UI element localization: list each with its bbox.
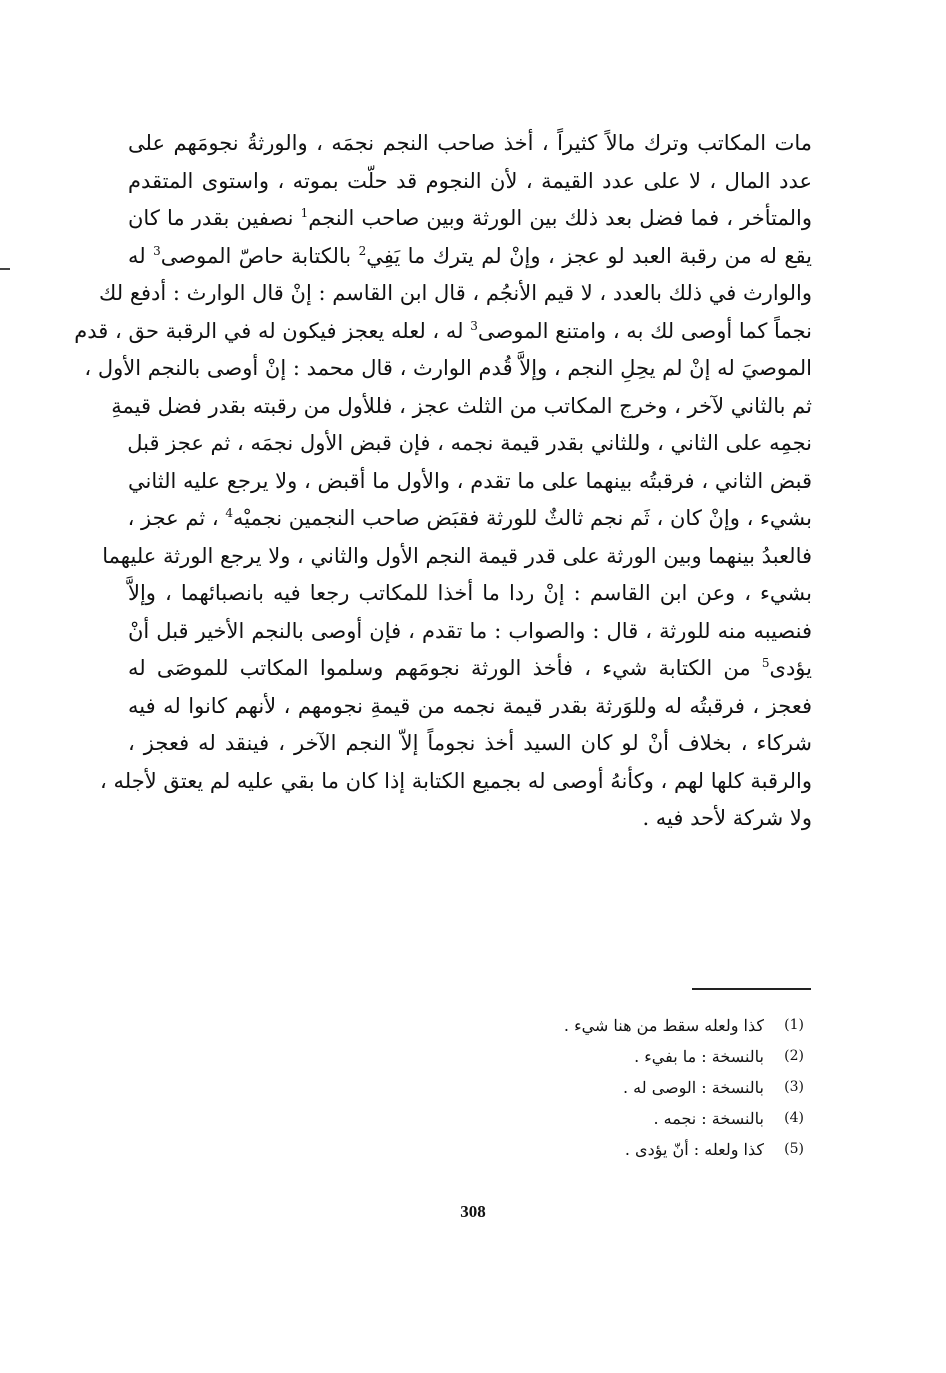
footnote-5 bbox=[400, 1134, 804, 1165]
footnote-text: كذا ولعله سقط من هنا شيء . bbox=[563, 1016, 764, 1035]
footnote-number: (4) bbox=[784, 1110, 804, 1126]
footnote-divider bbox=[692, 988, 811, 990]
text-line-6-head: نجماً كما أوصى لك به ، وامتنع الموصى bbox=[477, 318, 812, 343]
text-line-8: ثم بالثاني لآخر ، وخرج المكاتب من الثلث عجز ، فللأول من رقبته بقدر فضل قيمةِ bbox=[111, 393, 812, 418]
text-line-6 bbox=[74, 313, 812, 351]
main-text bbox=[74, 125, 812, 838]
text-line-4-head: يقع له من رقبة العبد لو عجز ، وإنْ لم يترك ما يَفِي bbox=[366, 243, 812, 268]
text-line-18: والرقبة كلها لهم ، وكأنهُ أوصى له بجميع الكتابة إذا كان ما بقي عليه لم يعتق لأجله ، bbox=[100, 768, 812, 793]
text-line-11-tail: ، ثم عجز ، bbox=[127, 506, 226, 530]
page-number: 308 bbox=[460, 1202, 486, 1221]
footnote-ref-4: 4 bbox=[225, 506, 233, 520]
footnote-ref-1: 1 bbox=[300, 206, 309, 220]
text-line-4 bbox=[128, 238, 812, 276]
footnote-number: (1) bbox=[784, 1017, 804, 1033]
text-line-15 bbox=[128, 650, 812, 688]
page-edge-mark bbox=[0, 268, 10, 270]
footnote-number: (5) bbox=[784, 1141, 804, 1157]
footnote-ref-2: 2 bbox=[358, 243, 367, 258]
footnote-number: (2) bbox=[784, 1048, 804, 1064]
text-line-16: فعجز ، فرقبتُه له وللوَرثة بقدر قيمة نجمه من قيمةِ نجومهم ، لأنهم كانوا له فيه bbox=[128, 693, 812, 718]
text-line-4-tail: له bbox=[128, 243, 154, 268]
text-line-14: فنصيبه منه للورثة ، قال : والصواب : ما تقدم ، فإن أوصى بالنجم الأخير قبل أنْ bbox=[128, 618, 812, 643]
text-line-19: ولا شركة لأحد فيه . bbox=[642, 806, 812, 830]
text-line-4-middle: بالكتابة حاصّ الموصى bbox=[160, 243, 359, 268]
footnote-3 bbox=[400, 1072, 804, 1103]
footnote-4 bbox=[400, 1103, 804, 1134]
text-line-3 bbox=[128, 200, 812, 238]
footnote-1 bbox=[400, 1010, 804, 1041]
footnote-ref-3b: 3 bbox=[470, 318, 478, 333]
footnote-number: (3) bbox=[784, 1079, 804, 1095]
text-line-12: فالعبدُ بينهما وبين الورثة على قدر قيمة النجم الأول والثاني ، ولا يرجع الورثة عليهما bbox=[102, 543, 812, 568]
text-line-17: شركاء ، بخلاف أنْ لو كان السيد أخذ نجوماً إلاّ النجم الآخر ، فينقد له فعجز ، bbox=[128, 731, 812, 755]
footnote-text: بالنسخة : ما بفيء . bbox=[634, 1047, 764, 1066]
footnotes bbox=[400, 1010, 804, 1165]
text-line-2: عدد المال ، لا على عدد القيمة ، لأن النجوم قد حلّت بموته ، واستوى المتقدم bbox=[128, 168, 812, 193]
text-line-15-tail: من الكتابة شيء ، فأخذ الورثة نجومَهم وسلموا المكاتب للموصَى له bbox=[128, 656, 762, 680]
text-line-9: نجمِه على الثاني ، وللثاني بقدر قيمة نجمه ، فإن قبض الأول نجمَه ، ثم عجز قبل bbox=[127, 431, 812, 455]
footnote-text: كذا ولعله : أنّ يؤدى . bbox=[624, 1140, 764, 1159]
footnote-ref-3a: 3 bbox=[153, 243, 161, 258]
footnote-ref-5: 5 bbox=[761, 656, 770, 670]
text-line-15-head: يؤدى bbox=[769, 656, 812, 680]
footnote-2 bbox=[400, 1041, 804, 1072]
text-line-5: والوارث في ذلك بالعدد ، لا قيم الأنجُم ، قال ابن القاسم : إنْ قال الوارث : أدفع لك bbox=[99, 281, 812, 305]
text-line-10: قبض الثاني ، فرقبتُه بينهما على ما تقدم ، والأول ما أقبض ، ولا يرجع عليه الثاني bbox=[128, 468, 812, 493]
text-line-1: مات المكاتب وترك مالاً كثيراً ، أخذ صاحب النجم نجمَه ، والورثةُ نجومَهم على bbox=[128, 131, 812, 155]
footnote-text: بالنسخة : الوصى له . bbox=[623, 1078, 764, 1097]
text-line-13: بشيء ، وعن ابن القاسم : إنْ ردا ما أخذا للمكاتب رجعا فيه بانصبائهما ، وإلاَّ bbox=[128, 581, 812, 605]
text-line-6-tail: له ، لعله يعجز فيكون له في الرقبة حق ، قدم bbox=[74, 318, 471, 343]
text-line-3-head: والمتأخر ، فما فضل بعد ذلك بين الورثة وبين صاحب النجم bbox=[308, 206, 812, 230]
text-line-11-head: بشيء ، وإنْ كان ، ثَم نجم ثالثٌ للورثة فقبَض صاحب النجمين نجميْه bbox=[232, 506, 812, 530]
footnote-text: بالنسخة : نجمه . bbox=[653, 1109, 764, 1128]
text-line-3-tail: نصفين بقدر ما كان bbox=[128, 206, 301, 230]
text-line-7: الموصيَ له إنْ لم يحِلِ النجم ، وإلاَّ قُدم الوارث ، قال محمد : إنْ أوصى بالنجم الأول ، bbox=[84, 356, 812, 380]
text-line-11 bbox=[128, 500, 812, 538]
